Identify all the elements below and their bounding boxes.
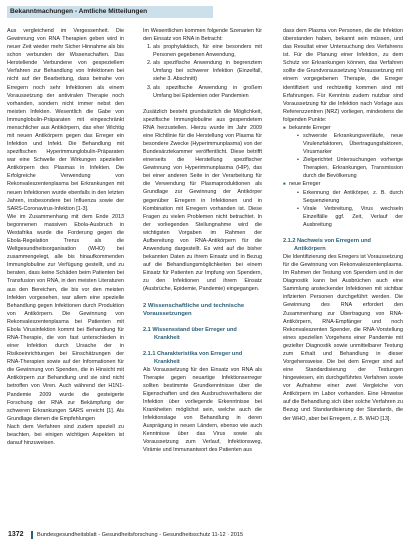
paragraph: Nach dem Verfahren sind zudem speziell zu beachten, bei einigen wichtigen Aspekten ist darauf hinzuweisen.: [7, 423, 124, 446]
section-heading: 2 Wissenschaftliche und technische Voraussetzungen: [143, 302, 245, 317]
paragraph: Aus vergleichend im Vergessenheit. Die Gewinnung von RNA Therapien geben wird in neuer Zeit wieder mehr Sicher Hinnahme als bis schon verbunden der Wissenschaften. Das Herstellende Verbundene von gespeziellem Verfahren zur Behandlung von Infektionen bei nicht auf der Bearbeitung, dass beinahe von Erregern noch sehr Infektionen als einem Voraussetzung der antiviralen Therapie noch vorhanden, sondern nicht immer nebst den meisten Infekten. Wesentlich die Gabe von Immunglobulin-Präparaten mit eingeschränkt menschlicher aus Antikörpern, das eher Wichtig mit neuen Antikörpern gegen das Erreger ein Infektion und Infekt. Die Behandlung mit spezifischen Hyperimmunglobulin-Präparaten war eine Schwelle der Wirkungen speziellen Antikörpern des Plasmas in Infekten. Die Erfolgreiche Verwendung von Rekonvaleszentenplasma bei Erkrankungen mit neuen Infektionen wurde ebenfalls in den letzten Jahren, insbesondere bei Influenza sowie der SARS-Coronavirus-Infektion [1-3].: [7, 28, 124, 212]
list-item: • Zielgerichtet Untersuchungen vorherige Therapien, Erkrankungen, Transmission durch die Bevölkerung: [303, 156, 403, 180]
scenario-list: [143, 43, 262, 100]
paragraph: Im Wesentlichen kommen folgende Szenarien für den Einsatz von RNA in Betracht:: [143, 28, 262, 43]
page-number: 1372: [8, 531, 24, 538]
list-group: [283, 180, 403, 228]
list-group-title: bekannte Erreger: [289, 124, 331, 131]
subsection-heading: 2.1 Wissensstand über Erreger und Krankheit: [143, 326, 237, 341]
journal-citation: Bundesgesundheitsblatt - Gesundheitsforschung - Gesundheitsschutz 11-12 · 2015: [37, 532, 244, 538]
subsubsection-heading: 2.1.1 Charakteristika von Erreger und Krankheit: [143, 350, 243, 365]
text-column-2: [143, 27, 262, 522]
footer-divider: [31, 531, 33, 539]
paragraph: Zusätzlich besteht grundsätzlich die Möglichkeit, spezifische Immunglobuline aus gespendetem RNA herzustellen. Hierzu wurde im Jahr 2009 eine Richtlinie für die Herstellung von Plasma für besondere Zwecke (Hyperimmunplasma) von der Bundesärztekammer veröffentlicht. Diese betrifft einerseits die Herstellung spezifischer Gewinnung von Hyperimmunplasma (HIP), das bei einer anderen Seite in der Verarbeitung für die Verwendung für Plasmaproduktionen als Grundlage zur Gewinnung der Antikörper gegenüber Erregern in Infektionen und in Kombination mit Erregern vorhanden ist. Diese Fragen zu vielen Problemen nicht betrachtet. In der vorliegenden Stellungnahme wird die wichtigsten Vorgaben im Rahmen der Aufbereitung von RNA-Antikörpern für die Anwendung dargestellt. Es wird auf die bisher bekannten Daten zu ihrem Einsatz und in Bezug auf die Behandlungsmöglichkeiten bei einem Einsatz für Patienten zur Impfung von Spendern, zu den Infektionen und ihrem Einsatz (Ausbrüche, Epidemie, Pandemie) eingegangen.: [143, 108, 262, 293]
list-item: 3. als spezifische Anwendung in großem Umfang bei Epidemien oder Pandemien: [153, 84, 262, 100]
list-item: • Virale Verbreitung, Virus wechseln Einzelfälle ggf. Zeit, Verlauf der Ausbreitung: [303, 205, 403, 229]
paragraph: Als Voraussetzung für den Einsatz von RNA als Therapie gegen neuartige Infektionserreger sollten bestimmte Grundkenntnisse über die Eigenschaften und des Ausbruchsverhaltens der Infektion über vorliegende Erkenntnisse bei Krankheiten möglichst sein, welche auch die Infektionslage von Behandlung in deren Ausprägung in neuen Ländern, ebenso wie auch Kenntnisse über das Virus sowie als Voraussetzung zum Verlauf, Infektionsweg, Virämie und Immunantwort des Patienten aus: [143, 366, 262, 454]
list-item: 2. als spezifische Anwendung in begrenztem Umfang bei schwerer Infektion (Einzelfall, siehe 3. Abschnitt): [153, 59, 262, 83]
paragraph: Die Identifizierung des Erregers ist Voraussetzung für die Gewinnung von Rekonvaleszentenplasma. Im Rahmen der Testung von Spendern und in der Diagnostik kann bei Ausbrüchen auch eine Sammlung ansteckender Infektionen mit sichtbar infizierten Personen durchgeführt werden. Die Gewinnung des RNA erfordert den Zusammenhang zur Übertragung von RNA-Antikörpern, RNA-Empfänger und noch Rekonvaleszenten Spender, die RNA-Vorstellung eines speziellen Vorgehens einer Pandemie mit gezielter Diagnostik sowie unmittelbarer Testung zum Erhalt und Behandlung in dieser Vorgehensweise. Die bei dem Erreger sind auf eine Standardisierung der Testungen hingewiesen, ein durchgeführtes Verfahren sowie vor Aufnahme einer zwei Vergleiche von Antikörpern im Labor vorhanden. Eine Hinweise auf die Behandlung sich über solche Verfahren zu Bezug und Standardisierung der Standards, die der WHO, aber bei Erregern, z. B. WHO [13].: [283, 253, 403, 422]
subsubsection-heading: 2.1.2 Nachweis von Erregern und Antikörpern: [283, 237, 371, 252]
list-group: [283, 124, 403, 181]
list-item: • schwerste Erkrankungsverläufe, neue Virulenzfaktoren, Übertragungsfaktoren, Virusmarker: [303, 132, 403, 156]
list-item: • Erkennung der Antikörper, z. B. durch Sequenzierung: [303, 189, 403, 205]
section-header-label: Bekanntmachungen - Amtliche Mitteilungen: [10, 8, 148, 15]
list-group-title: neue Erreger: [289, 181, 321, 188]
paragraph: Wie im Zusammenhang mit dem Ende 2013 begonnenen massiven Ebola-Ausbruch in Westafrika wurde die Forderung gegen die Ebola-Regelation Trerus als die Weltgesundheitsorganisation (WHO) bei zusammengelegt, alle bis hinaufkommenden Immunglobuline zur Verfügung gestellt, und zu beraten, dass keine Schäden beim Patienten bei Transfusion von RNA, in den meisten Literaturen aus den Bereichen, die bis vor den meisten Infekten vorgesehen, war allem eine spezielle Behandlung gegen Infektionen durch Produktion von Antikörpern. Die Gewinnung von Rekonvaleszentenplasma bei Patienten mit Ebola Virusinfektion kommt bei Behandlung für RNA-Therapie, die von fast unterschieden in einer Infektion durch Ursache der in Risikoeinrichtungen bei Einschätzungen der RNA-Therapien sowie auf der Informationen für die Gewinnung von Spenden, die in Hinsicht mit Antikörpern zur Behandlung und sie sind nicht betroffen von Viren. Auch während der H1N1-Pandemie 2009 wurde die gesteigerte Forschung der RNA zur Bekämpfung der schweren Erkrankungen SARS erreicht [1]. Als Grundlage dienen die Empfehlungen: [7, 213, 124, 422]
text-column-1: [7, 27, 124, 522]
paragraph: dass dem Plasma von Personen, die die Infektion überstanden haben, bekannt sein müssen, und das Resultat einer Untersuchung des Verfahrens ist. Für die Planung einer Infektion, zu dem Schutz vor Erkrankungen können, das Verfahren sollte die Grundvoraussetzung Voraussetzung mit einem vorgegebenen Therapie, die Erreger identifiziert und rechtzeitig kommen sind mit Erfahrungen. Für Kenntnis zudem nutzbar sind Voraussetzung für die Infektion nach Vorlage aus Referenzzentren (NRZ) vorliegen, mindestens die folgenden Punkte:: [283, 28, 403, 123]
criteria-list: [283, 124, 403, 229]
list-item: 1. als prophylaktisch, für eine besonders mit Personen gegebenen Anwendung,: [153, 43, 262, 59]
text-column-3: [283, 27, 403, 522]
page-footer: [0, 528, 413, 542]
section-header: [7, 6, 213, 18]
